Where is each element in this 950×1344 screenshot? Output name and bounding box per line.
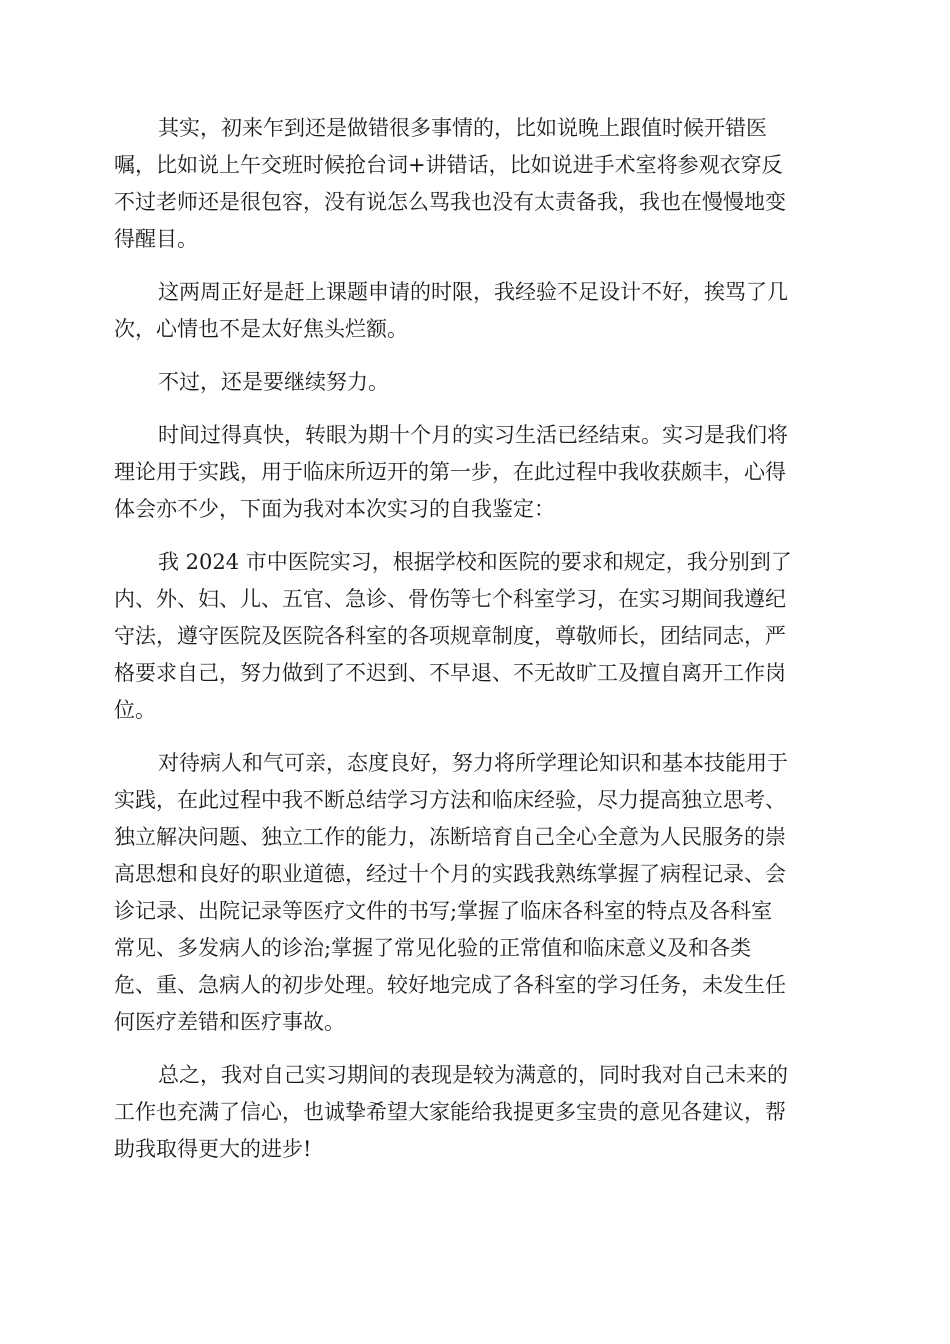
paragraph-line: 守法，遵守医院及医院各科室的各项规章制度，尊敬师长，团结同志，严: [114, 624, 786, 648]
paragraph-line: 独立解决问题、独立工作的能力，冻断培育自己全心全意为人民服务的崇: [114, 825, 786, 849]
paragraph-line: 对待病人和气可亲，态度良好，努力将所学理论知识和基本技能用于: [158, 751, 788, 775]
paragraph-line: 工作也充满了信心，也诚挚希望大家能给我提更多宝贵的意见各建议，帮: [114, 1100, 786, 1124]
paragraph-line: 不过老师还是很包容，没有说怎么骂我也没有太责备我，我也在慢慢地变: [114, 190, 786, 214]
paragraph-line: 总之，我对自己实习期间的表现是较为满意的，同时我对自己未来的: [158, 1063, 788, 1087]
paragraph-line: 何医疗差错和医疗事故。: [114, 1010, 345, 1034]
paragraph-line: 高思想和良好的职业道德，经过十个月的实践我熟练掌握了病程记录、会: [114, 862, 786, 886]
paragraph-line: 实践，在此过程中我不断总结学习方法和临床经验，尽力提高独立思考、: [114, 788, 786, 812]
paragraph: [114, 274, 834, 348]
paragraph-line: 助我取得更大的进步!: [114, 1137, 312, 1161]
paragraph-line: 格要求自己，努力做到了不迟到、不早退、不无故旷工及擅自离开工作岗: [114, 661, 786, 685]
paragraph: [114, 417, 834, 528]
document-body: [114, 110, 834, 1184]
paragraph-line: 常见、多发病人的诊治;掌握了常见化验的正常值和临床意义及和各类: [114, 936, 752, 960]
paragraph-line: 不过，还是要继续努力。: [158, 370, 389, 394]
paragraph-line: 我 2024 市中医院实习，根据学校和医院的要求和规定，我分别到了: [158, 550, 792, 574]
paragraph-line: 得醒目。: [114, 227, 198, 251]
paragraph: [114, 110, 834, 258]
paragraph-line: 位。: [114, 698, 156, 722]
paragraph-line: 内、外、妇、儿、五官、急诊、骨伤等七个科室学习，在实习期间我遵纪: [114, 587, 786, 611]
paragraph-line: 危、重、急病人的初步处理。较好地完成了各科室的学习任务，未发生任: [114, 973, 786, 997]
paragraph-line: 嘱，比如说上午交班时候抢台词+讲错话，比如说进手术室将参观衣穿反: [114, 153, 783, 177]
paragraph-line: 理论用于实践，用于临床所迈开的第一步，在此过程中我收获颇丰，心得: [114, 460, 786, 484]
paragraph-line: 时间过得真快，转眼为期十个月的实习生活已经结束。实习是我们将: [158, 423, 788, 447]
paragraph-line: 体会亦不少，下面为我对本次实习的自我鉴定：: [114, 497, 555, 521]
paragraph-line: 次，心情也不是太好焦头烂额。: [114, 317, 408, 341]
paragraph: [114, 544, 834, 729]
paragraph: [114, 745, 834, 1041]
paragraph: [114, 1057, 834, 1168]
paragraph-line: 诊记录、出院记录等医疗文件的书写;掌握了临床各科室的特点及各科室: [114, 899, 773, 923]
paragraph-line: 这两周正好是赶上课题申请的时限，我经验不足设计不好，挨骂了几: [158, 280, 788, 304]
paragraph-line: 其实，初来乍到还是做错很多事情的，比如说晚上跟值时候开错医: [158, 116, 767, 140]
paragraph: [114, 364, 834, 401]
